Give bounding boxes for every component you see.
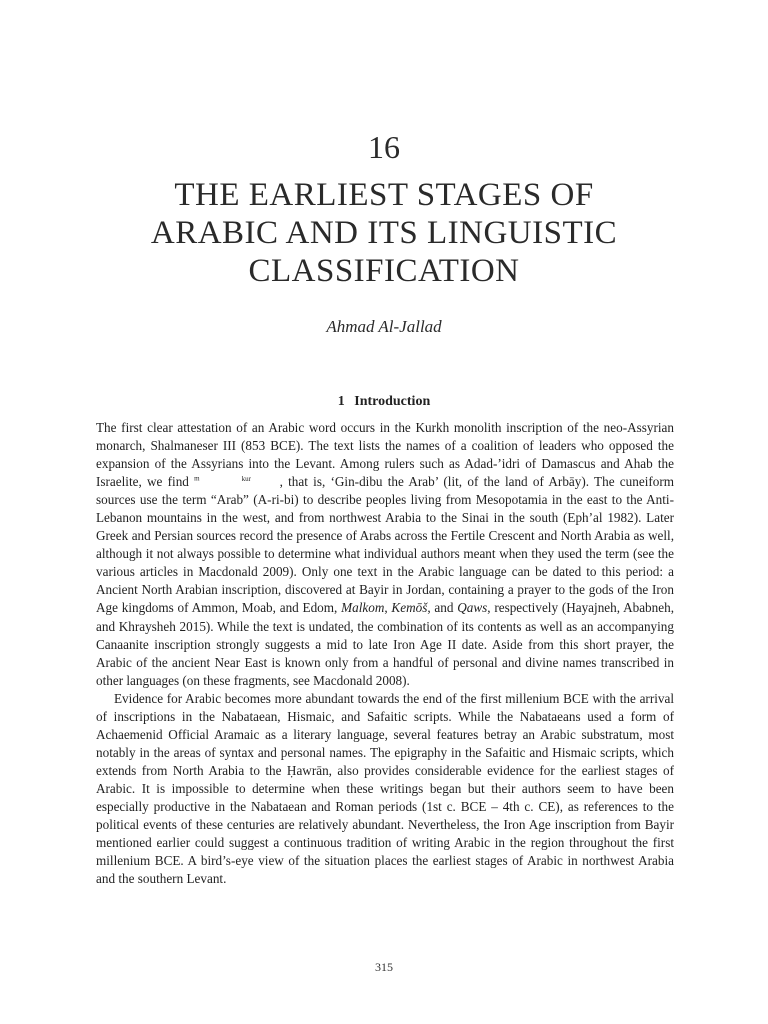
paragraph-text: The first clear attestation of an Arabic word occurs in the Kurkh monolith inscription of the neo-Assyrian monarch, Shalmaneser III (853 BCE). The text lists the names of a coalition of leaders who opposed the expansion of the Assyrians into the Levant. Among rulers such as Adad-’idri of Damascus and Ahab the Israelite, we find — [96, 420, 674, 490]
chapter-title-line: THE EARLIEST STAGES OF — [174, 177, 594, 213]
chapter-title — [60, 176, 708, 290]
chapter-title-line: CLASSIFICATION — [248, 253, 520, 289]
body-text — [96, 419, 674, 888]
cuneiform-gap — [200, 473, 280, 491]
superscript-determinative: kur — [241, 474, 251, 483]
paragraph-text: , that is, ‘Gin-dibu the Arab’ (lit, of the land of Arbāy). The cuneiform sources use the term “Arab” (A-ri-bi) to describe peoples living from Mesopotamia in the east to the Anti-Lebanon mountains in the west, and from northwest Arabia to the Sinai in the south (Eph’al 1982). Later Greek and Persian sources record the presence of Arabs across the Fertile Crescent and North Arabia as well, although it not always possible to determine what individual authors meant when they used the term (see the various articles in Macdonald 2009). Only one text in the Arabic language can be dated to this period: a Ancient North Arabian inscription, discovered at Bayir in Jordan, containing a prayer to the gods of the Iron Age kingdoms of Ammon, Moab, and Edom, — [96, 474, 675, 616]
paragraph: Evidence for Arabic becomes more abundant towards the end of the first millenium BCE with the arrival of inscriptions in the Nabataean, Hismaic, and Safaitic scripts. While the Nabataeans used a form of Achaemenid Official Aramaic as a literary language, several features betray an Arabic substratum, most notably in the areas of syntax and personal names. The epigraphy in the Safaitic and Hismaic scripts, which extends from North Arabia to the Ḥawrān, also provides considerable evidence for the earliest stages of Arabic. It is impossible to determine when these writings began but their authors seem to have been especially productive in the Nabataean and Roman periods (1st c. BCE – 4th c. CE), as references to the political events of these centuries are relatively abundant. Nevertheless, the Iron Age inscription from Bayir mentioned earlier could suggest a continuous tradition of writing Arabic in the region throughout the first millenium BCE. A bird’s-eye view of the situation places the earliest stages of Arabic in northwest Arabia and the southern Levant. — [96, 690, 674, 887]
separator: , — [384, 600, 392, 616]
section-title: Introduction — [354, 394, 431, 409]
divine-name: Kemōš — [391, 600, 428, 616]
chapter-number: 16 — [368, 129, 400, 165]
divine-name: Malkom — [341, 600, 385, 616]
divine-name: Qaws — [457, 600, 488, 616]
author-name: Ahmad Al-Jallad — [326, 317, 442, 336]
page-number: 315 — [375, 960, 393, 974]
superscript-determinative: m — [194, 474, 200, 483]
section-heading — [0, 393, 768, 411]
paragraph — [96, 419, 674, 690]
section-number: 1 — [337, 394, 345, 409]
paragraph-text: , respectively (Hayajneh, Ababneh, and Khraysheh 2015). While the text is undated, the combination of its contents as well as an accompanying Canaanite inscription strongly suggests a mid to late Iron Age II date. Aside from this short prayer, the Arabic of the ancient Near East is known only from a handful of personal and divine names transcribed in other languages (on these fragments, see Macdonald 2008). — [96, 600, 674, 688]
chapter-title-line: ARABIC AND ITS LINGUISTIC — [150, 215, 618, 251]
separator: , and — [427, 600, 458, 616]
